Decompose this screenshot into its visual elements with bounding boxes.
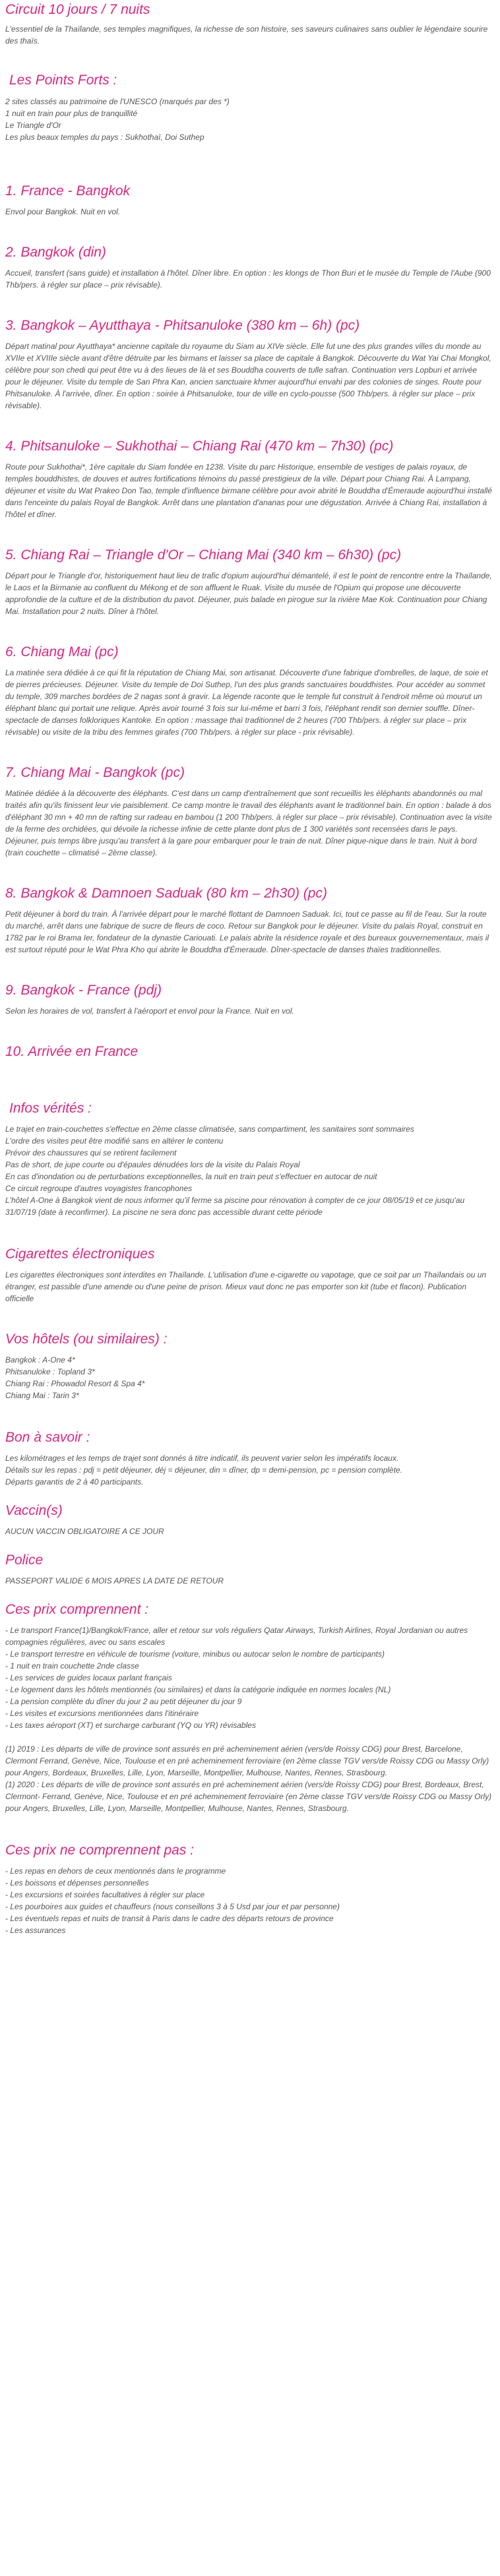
list-item: - Les pourboires aux guides et chauffeurs (nous conseillons 3 à 5 Usd par jour et par personne) <box>5 1902 340 1911</box>
list-item: L'ordre des visites peut être modifié sans en altérer le contenu <box>5 1136 224 1146</box>
day-text: Matinée dédiée à la découverte des éléphants. C'est dans un camp d'entraînement que sont recueillis les éléphants abandonnés ou mal traités afin qu'ils finissent leur vie paisiblement. Ce camp montre le travail des éléphants avant le traditionnel bain. En option : balade à dos d'éléphant 30 mn + 40 mn de rafting sur radeau en bambou (1 200 Thb/pers. à régler sur place – prix révisable). Continuation avec la visite de la ferme des orchidées, qui dévoile la richesse infinie de cette plante dont plus de 1 300 variétés sont recensées dans le pays. Déjeuner, puis temps libre jusqu'au transfert à la gare pour embarquer pour le train de nuit. Dîner pique-nique dans le train. Nuit à bord (train couchette – climatisé – 2ème classe). <box>5 789 492 857</box>
list-item: - Les éventuels repas et nuits de transit à Paris dans le cadre des départs retours de province <box>5 1914 334 1923</box>
cigarettes-text: Les cigarettes électroniques sont interdites en Thaïlande. L'utilisation d'une e-cigarette ou vapotage, que ce soit par un Thaïlandais ou un étranger, est passible d'une amende ou d'une peine de prison. Mieux vaut donc ne pas emporter son kit (tube et flacon). Publication officielle <box>5 1270 487 1303</box>
list-item: Ce circuit regroupe d'autres voyagistes francophones <box>5 1184 193 1193</box>
comprend-list <box>5 1624 492 1731</box>
list-item: Chiang Mai : Tarin 3* <box>5 1391 79 1400</box>
vaccins-section <box>5 1502 492 1537</box>
list-item: Pas de short, de jupe courte ou d'épaules dénudées lors de la visite du Palais Royal <box>5 1160 300 1169</box>
day-title: 8. Bangkok & Damnoen Saduak (80 km – 2h30) (pc) <box>5 886 327 901</box>
list-item: - 1 nuit en train couchette 2nde classe <box>5 1661 139 1671</box>
intro-lead: L'essentiel de la Thaïlande, ses temples magnifiques, la richesse de son histoire, ses saveurs culinaires sans oublier le légendaire sourire des thaïs. <box>5 24 488 46</box>
list-item: - Les visites et excursions mentionnées dans l'itinéraire <box>5 1709 199 1718</box>
list-item: - Le transport France(1)/Bangkok/France, aller et retour sur vols réguliers Qatar Airways, Turkish Airlines, Royal Jordanian ou autres compagnies régulières, avec ou sans escales <box>5 1626 468 1647</box>
circuit-title: Circuit 10 jours / 7 nuits <box>5 2 150 17</box>
day-6-section <box>5 644 492 738</box>
ne-comprend-pas-list <box>5 1865 492 1936</box>
list-item: - Les taxes aéroport (XT) et surcharge carburant (YQ ou YR) révisables <box>5 1721 256 1730</box>
cigarettes-title: Cigarettes électroniques <box>5 1246 155 1262</box>
list-item: Départs garantis de 2 à 40 participants. <box>5 1477 144 1487</box>
hotels-section <box>5 1331 492 1401</box>
list-item: - Les boissons et dépenses personnelles <box>5 1878 149 1887</box>
comprend-section <box>5 1601 492 1814</box>
list-item: - Le transport terrestre en véhicule de tourisme (voiture, minibus ou autocar selon le nombre de participants) <box>5 1649 385 1659</box>
day-1-section <box>5 183 492 218</box>
list-item: - La pension complète du dîner du jour 2 au petit déjeuner du jour 9 <box>5 1697 242 1706</box>
day-title: 3. Bangkok – Ayutthaya - Phitsanuloke (380 km – 6h) (pc) <box>5 318 360 333</box>
comprend-note-2020: (1) 2020 : Les départs de ville de province sont assurés en pré acheminement aérien (vers/de Roissy CDG) pour Brest, Bordeaux, Brest, Clermont- Ferrand, Genève, Nice, Toulouse et en pré acheminement ferroviaire (en 2ème classe TGV vers/de Roissy CDG ou Massy Orly) pour Angers, Bruxelles, Lille, Lyon, Marseille, Montpellier, Mulhouse, Nantes, Rennes, Strasbourg. <box>5 1780 492 1813</box>
points-forts-list <box>5 96 492 143</box>
day-title: 2. Bangkok (din) <box>5 245 106 260</box>
hotels-list <box>5 1354 492 1401</box>
day-title: 6. Chiang Mai (pc) <box>5 644 119 659</box>
hotels-title: Vos hôtels (ou similaires) : <box>5 1332 168 1347</box>
list-item: En cas d'inondation ou de perturbations exceptionnelles, la nuit en train peut s'effectuer en autocar de nuit <box>5 1172 377 1181</box>
intro-section <box>5 1 492 47</box>
list-item: Bangkok : A-One 4* <box>5 1355 75 1365</box>
day-text: Selon les horaires de vol, transfert à l'aéroport et envol pour la France. Nuit en vol. <box>5 1006 294 1016</box>
day-title: 10. Arrivée en France <box>5 1044 139 1059</box>
infos-list <box>5 1123 492 1218</box>
day-text: Envol pour Bangkok. Nuit en vol. <box>5 207 121 216</box>
bon-a-savoir-section <box>5 1429 492 1488</box>
day-text: Route pour Sukhothai*, 1ère capitale du Siam fondée en 1238. Visite du parc Historique, ensemble de vestiges de palais royaux, de temples bouddhistes, de douves et autres fortifications témoins du passé prestigieux de la ville. Départ pour Chiang Rai. À Lampang, déjeuner et visite du Wat Prakeo Don Tao, temple d'influence birmane célèbre pour avoir abrité le Bouddha d'Émeraude aujourd'hui installé dans l'enceinte du palais Royal de Bangkok. Arrêt dans une plantation d'ananas pour une dégustation. Arrivée à Chiang Rai, installation à l'hôtel et dîner. <box>5 462 492 519</box>
day-7-section <box>5 764 492 859</box>
police-text: PASSEPORT VALIDE 6 MOIS APRES LA DATE DE RETOUR <box>5 1576 224 1585</box>
day-3-section <box>5 317 492 412</box>
ne-comprend-pas-section <box>5 1842 492 1936</box>
day-text: Départ matinal pour Ayutthaya* ancienne capitale du royaume du Siam au XIVe siècle. Elle fut une des plus grandes villes du monde au XVIIe et XVIIIe siècle avant d'être détruite par les birmans et laisser sa place de capitale à Bangkok. Découverte du Wat Yai Chai Mongkol, célèbre pour son chedi qui peut être vu à des lieues de là et ses Bouddha couverts de tulle safran. Continuation vers Lopburi et arrivée pour le déjeuner. Visite du temple de San Phra Kan, ancien sanctuaire khmer aujourd'hui envahi par des colonies de singes. Route pour Phitsanuloke. À l'arrivée, dîner. En option : soirée à Phitsanuloke, tour de ville en cyclo-pousse (500 Thb/pers. à régler sur place – prix révisable). <box>5 342 491 410</box>
list-item: Prévoir des chaussures qui se retirent facilement <box>5 1148 177 1157</box>
police-title: Police <box>5 1552 44 1568</box>
list-item: - Les excursions et soirées facultatives à régler sur place <box>5 1890 205 1899</box>
list-item: 1 nuit en train pour plus de tranquillité <box>5 109 138 118</box>
list-item: 2 sites classés au patrimoine de l'UNESCO (marqués par des *) <box>5 97 230 106</box>
list-item: - Le logement dans les hôtels mentionnés (ou similaires) et dans la catégorie indiquée en normes locales (NL) <box>5 1685 391 1694</box>
list-item: Chiang Rai : Phowadol Resort & Spa 4* <box>5 1379 145 1388</box>
day-text: Accueil, transfert (sans guide) et installation à l'hôtel. Dîner libre. En option : les klongs de Thon Buri et le musée du Temple de l'Aube (900 Thb/pers. à régler sur place – prix révisable). <box>5 268 491 290</box>
day-text: Petit déjeuner à bord du train. À l'arrivée départ pour le marché flottant de Damnoen Saduak. Ici, tout ce passe au fil de l'eau. Sur la route du marché, arrêt dans une fabrique de sucre de fleurs de coco. Retour sur Bangkok pour le déjeuner. Visite du palais Royal, construit en 1782 par le roi Brama Ier, fondateur de la dynastie Cariouati. Le palais abrite la résidence royale et des bureaux gouvernementaux, mais il est surtout réputé pour le Wat Phra Kho qui abrite le Bouddha d'Émeraude. Dîner-spectacle de danses thaïes traditionnelles. <box>5 909 489 954</box>
police-section <box>5 1552 492 1587</box>
day-title: 1. France - Bangkok <box>5 183 131 199</box>
list-item: Les kilométrages et les temps de trajet sont donnés à titre indicatif, ils peuvent varier selon les impératifs locaux. <box>5 1454 399 1463</box>
points-forts-section <box>5 72 492 143</box>
list-item: Les plus beaux temples du pays : Sukhothaï, Doi Suthep <box>5 133 204 142</box>
day-8-section <box>5 885 492 956</box>
list-item: Phitsanuloke : Topland 3* <box>5 1367 95 1376</box>
comprend-title: Ces prix comprennent : <box>5 1602 149 1617</box>
infos-title: Infos vérités : <box>9 1101 92 1116</box>
day-5-section <box>5 547 492 617</box>
vaccins-title: Vaccin(s) <box>5 1503 63 1518</box>
day-9-section <box>5 982 492 1017</box>
list-item: L'hôtel A-One à Bangkok vient de nous informer qu'il ferme sa piscine pour rénovation à compter de ce jour 08/05/19 et ce jusqu'au 31/07/19 (date à reconfirmer). La piscine ne sera donc pas accessible durant cette période <box>5 1196 465 1217</box>
vaccins-text: AUCUN VACCIN OBLIGATOIRE A CE JOUR <box>5 1527 164 1536</box>
day-title: 9. Bangkok - France (pdj) <box>5 983 162 998</box>
day-text: La matinée sera dédiée à ce qui fit la réputation de Chiang Mai, son artisanat. Découverte d'une fabrique d'ombrelles, de laque, de soie et de pierres précieuses. Déjeuner. Visite du temple de Doi Suthep, l'un des plus grands sanctuaires bouddhistes. Pour accéder au sommet du temple, 309 marches bordées de 2 nagas sont à gravir. La légende raconte que le temple fut construit à l'endroit même où mourut un éléphant blanc qui portait une relique. Après avoir tourné 3 fois sur lui-même et barri 3 fois, l'éléphant rendit son dernier souffle. Dîner-spectacle de danses folkloriques Kantoke. En option : massage thaï traditionnel de 2 heures (700 Thb/pers. à régler sur place – prix révisable) ou visite de la tribu des femmes girafes (700 Thb/pers. à régler sur place - prix révisable). <box>5 668 488 737</box>
list-item: - Les assurances <box>5 1926 66 1935</box>
infos-section <box>5 1100 492 1218</box>
points-forts-title: Les Points Forts : <box>9 73 117 88</box>
day-2-section <box>5 244 492 291</box>
ne-comprend-pas-title: Ces prix ne comprennent pas : <box>5 1843 194 1858</box>
list-item: - Les repas en dehors de ceux mentionnés dans le programme <box>5 1866 226 1876</box>
list-item: Le trajet en train-couchettes s'effectue en 2ème classe climatisée, sans compartiment, les sanitaires sont sommaires <box>5 1124 414 1134</box>
day-title: 4. Phitsanuloke – Sukhothai – Chiang Rai (470 km – 7h30) (pc) <box>5 439 394 454</box>
day-title: 5. Chiang Rai – Triangle d'Or – Chiang Mai (340 km – 6h30) (pc) <box>5 547 402 563</box>
list-item: - Les services de guides locaux parlant français <box>5 1673 172 1682</box>
comprend-note-2019: (1) 2019 : Les départs de ville de province sont assurés en pré acheminement aérien (vers/de Roissy CDG) pour Brest, Barcelone, Clermont Ferrand, Genève, Nice, Toulouse et en pré acheminement ferroviaire (en 2ème classe TGV vers/de Roissy CDG ou Massy Orly) pour Angers, Bordeaux, Bruxelles, Lille, Lyon, Marseille, Montpellier, Mulhouse, Nantes, Rennes, Strasbourg. <box>5 1744 489 1777</box>
day-10-section <box>5 1043 492 1060</box>
bon-a-savoir-title: Bon à savoir : <box>5 1430 90 1445</box>
cigarettes-section <box>5 1246 492 1304</box>
day-title: 7. Chiang Mai - Bangkok (pc) <box>5 765 185 780</box>
list-item: Détails sur les repas : pdj = petit déjeuner, déj = déjeuner, din = dîner, dp = demi-pension, pc = pension complète. <box>5 1465 403 1475</box>
bon-a-savoir-list <box>5 1452 492 1488</box>
list-item: Le Triangle d'Or <box>5 121 61 130</box>
day-text: Départ pour le Triangle d'or, historiquement haut lieu de trafic d'opium aujourd'hui démantelé, il est le point de rencontre entre la Thaïlande, le Laos et la Birmanie au confluent du Mékong et de son affluent le Ruak. Visite du musée de l'Opium qui propose une découverte approfondie de la culture et de la distribution du pavot. Déjeuner, puis balade en pirogue sur la rivière Mae Kok. Continuation pour Chiang Mai. Installation pour 2 nuits. Dîner à l'hôtel. <box>5 571 492 616</box>
day-4-section <box>5 438 492 520</box>
